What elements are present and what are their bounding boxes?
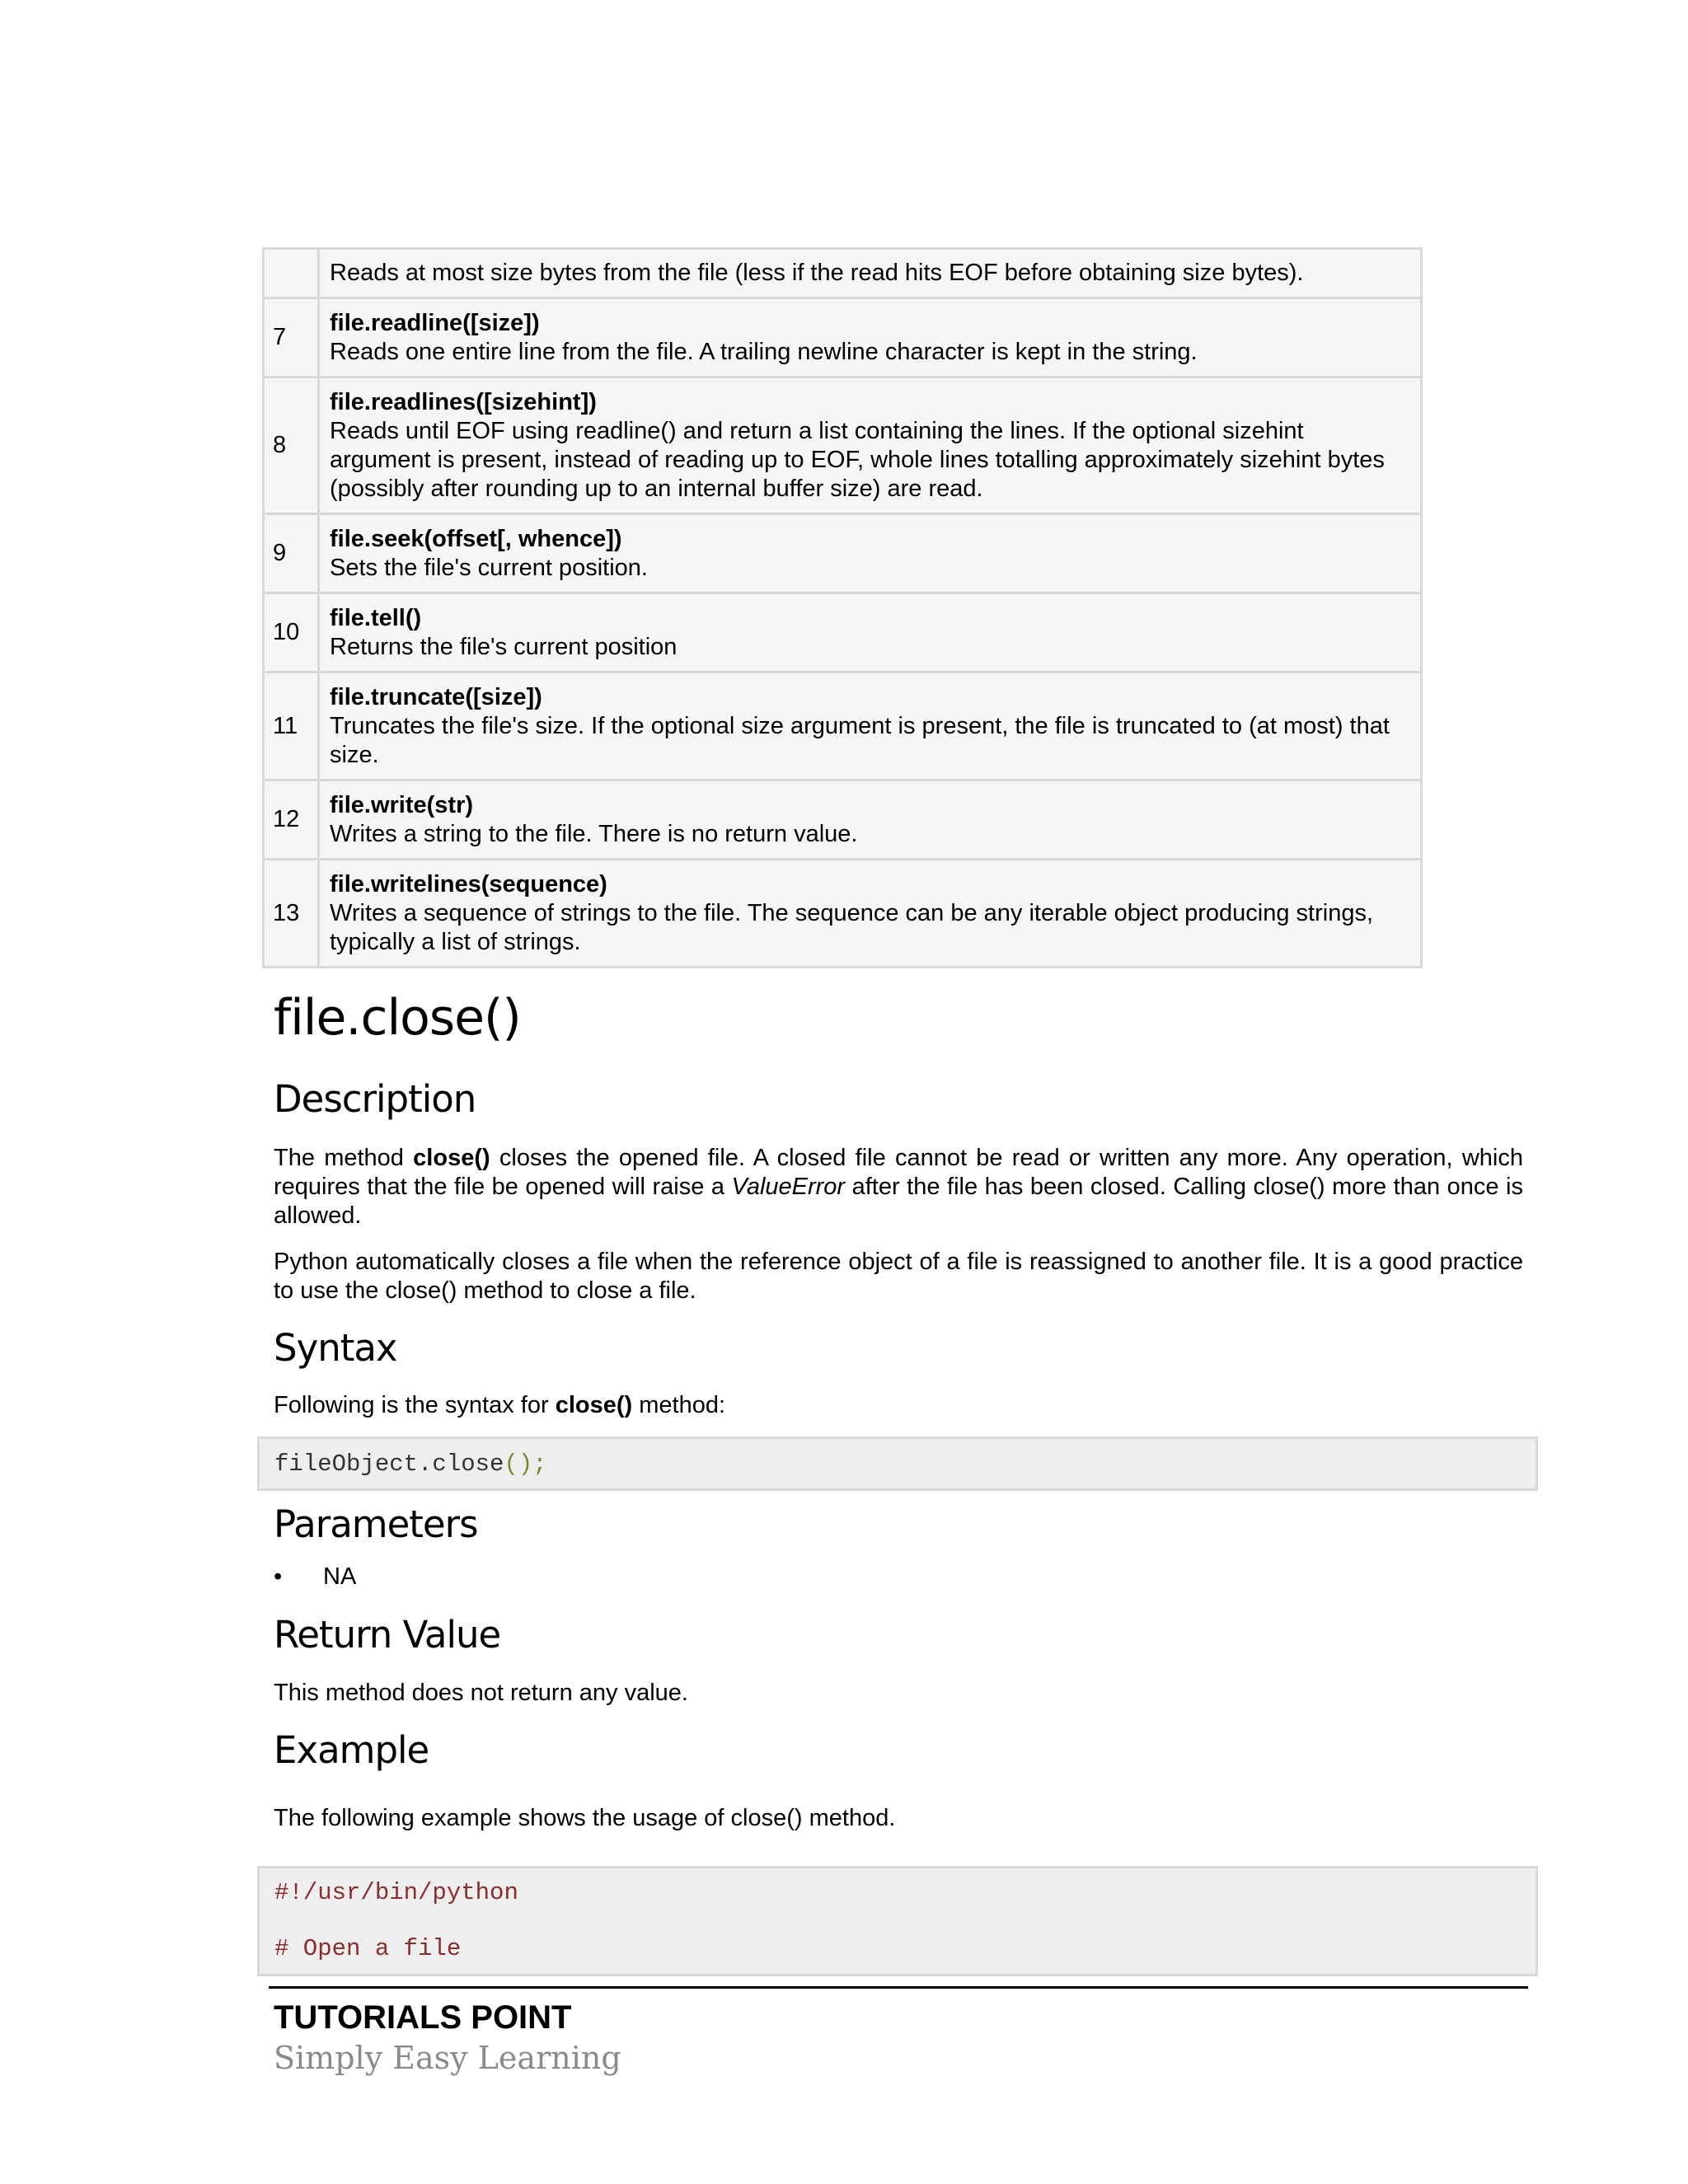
return-value-heading: Return Value (274, 1613, 501, 1657)
text-run: method: (632, 1392, 726, 1418)
error-name-italic: ValueError (731, 1174, 846, 1200)
method-description: Reads until EOF using readline() and return a list containing the lines. If the optional sizehint argument is present, instead of reading up to EOF, whole lines totalling approximately sizehint bytes (possibly after rounding up to an internal buffer size) are read. (330, 417, 1385, 502)
footer-tagline: Simply Easy Learning (274, 2040, 621, 2076)
footer-brand-title: TUTORIALS POINT (274, 1999, 572, 2036)
row-number: 8 (264, 377, 319, 514)
text-run: Following is the syntax for (274, 1392, 556, 1418)
table-row (264, 780, 1422, 860)
method-signature: file.seek(offset[, whence]) (330, 525, 622, 552)
row-number: 13 (264, 860, 319, 968)
example-code-block (257, 1866, 1538, 1976)
code-identifier: fileObject.close (274, 1451, 504, 1478)
method-description: Reads at most size bytes from the file (less if the read hits EOF before obtaining size bytes). (330, 260, 1304, 286)
row-description-cell (319, 249, 1422, 298)
example-intro: The following example shows the usage of close() method. (274, 1805, 896, 1831)
method-signature: file.readline([size]) (330, 309, 540, 336)
row-number (264, 249, 319, 298)
method-signature: file.write(str) (330, 791, 474, 818)
row-description-cell (319, 298, 1422, 377)
code-comment-line: #!/usr/bin/python (274, 1879, 518, 1906)
row-number: 9 (264, 514, 319, 593)
text-run: closes the opened file. A closed file cannot be read or written any more. Any operation, which requires that the file be opened will raise a (274, 1145, 1523, 1200)
syntax-heading: Syntax (274, 1326, 397, 1370)
code-line (274, 1451, 547, 1479)
row-description-cell (319, 593, 1422, 673)
method-description: Writes a sequence of strings to the file. The sequence can be any iterable object producing strings, typically a list of strings. (330, 899, 1374, 955)
code-comment-line: # Open a file (274, 1935, 462, 1962)
table-row (264, 298, 1422, 377)
table-row (264, 673, 1422, 780)
table-row (264, 377, 1422, 514)
row-description-cell (319, 673, 1422, 780)
row-description-cell (319, 514, 1422, 593)
method-signature: file.tell() (330, 604, 422, 631)
row-description-cell (319, 860, 1422, 968)
row-number: 11 (264, 673, 319, 780)
file-methods-table (262, 247, 1423, 968)
page-title: file.close() (274, 989, 521, 1047)
description-heading: Description (274, 1077, 476, 1121)
method-signature: file.truncate([size]) (330, 683, 542, 710)
parameter-item: NA (323, 1563, 357, 1590)
method-signature: file.writelines(sequence) (330, 870, 607, 898)
footer-divider (269, 1986, 1528, 1989)
table-row (264, 593, 1422, 673)
method-description: Sets the file's current position. (330, 554, 648, 581)
syntax-code-block (257, 1436, 1538, 1491)
table-row (264, 249, 1422, 298)
method-signature: file.readlines([sizehint]) (330, 388, 597, 415)
method-name-bold: close() (555, 1392, 633, 1418)
description-paragraph-2: Python automatically closes a file when the reference object of a file is reassigned to another file. It is a good practice to use the close() method to close a file. (274, 1249, 1523, 1304)
row-number: 10 (264, 593, 319, 673)
bullet-icon: • (274, 1563, 283, 1590)
description-paragraph-1 (274, 1144, 1523, 1230)
syntax-intro (274, 1391, 1523, 1420)
method-description: Returns the file's current position (330, 633, 678, 660)
example-heading: Example (274, 1728, 429, 1772)
text-run: The method (274, 1145, 414, 1171)
method-name-bold: close() (413, 1145, 490, 1171)
table-row (264, 860, 1422, 968)
parameters-heading: Parameters (274, 1502, 478, 1546)
row-description-cell (319, 377, 1422, 514)
method-description: Truncates the file's size. If the optional size argument is present, the file is truncated to (at most) that size. (330, 712, 1390, 768)
return-value-text: This method does not return any value. (274, 1680, 688, 1706)
text-run: after the file has been closed. Calling close() more than once is allowed. (274, 1174, 1523, 1229)
row-number: 7 (264, 298, 319, 377)
row-number: 12 (264, 780, 319, 860)
row-description-cell (319, 780, 1422, 860)
code-punctuation: (); (504, 1451, 547, 1478)
method-description: Reads one entire line from the file. A trailing newline character is kept in the string. (330, 338, 1198, 365)
table-row (264, 514, 1422, 593)
method-description: Writes a string to the file. There is no return value. (330, 820, 858, 847)
